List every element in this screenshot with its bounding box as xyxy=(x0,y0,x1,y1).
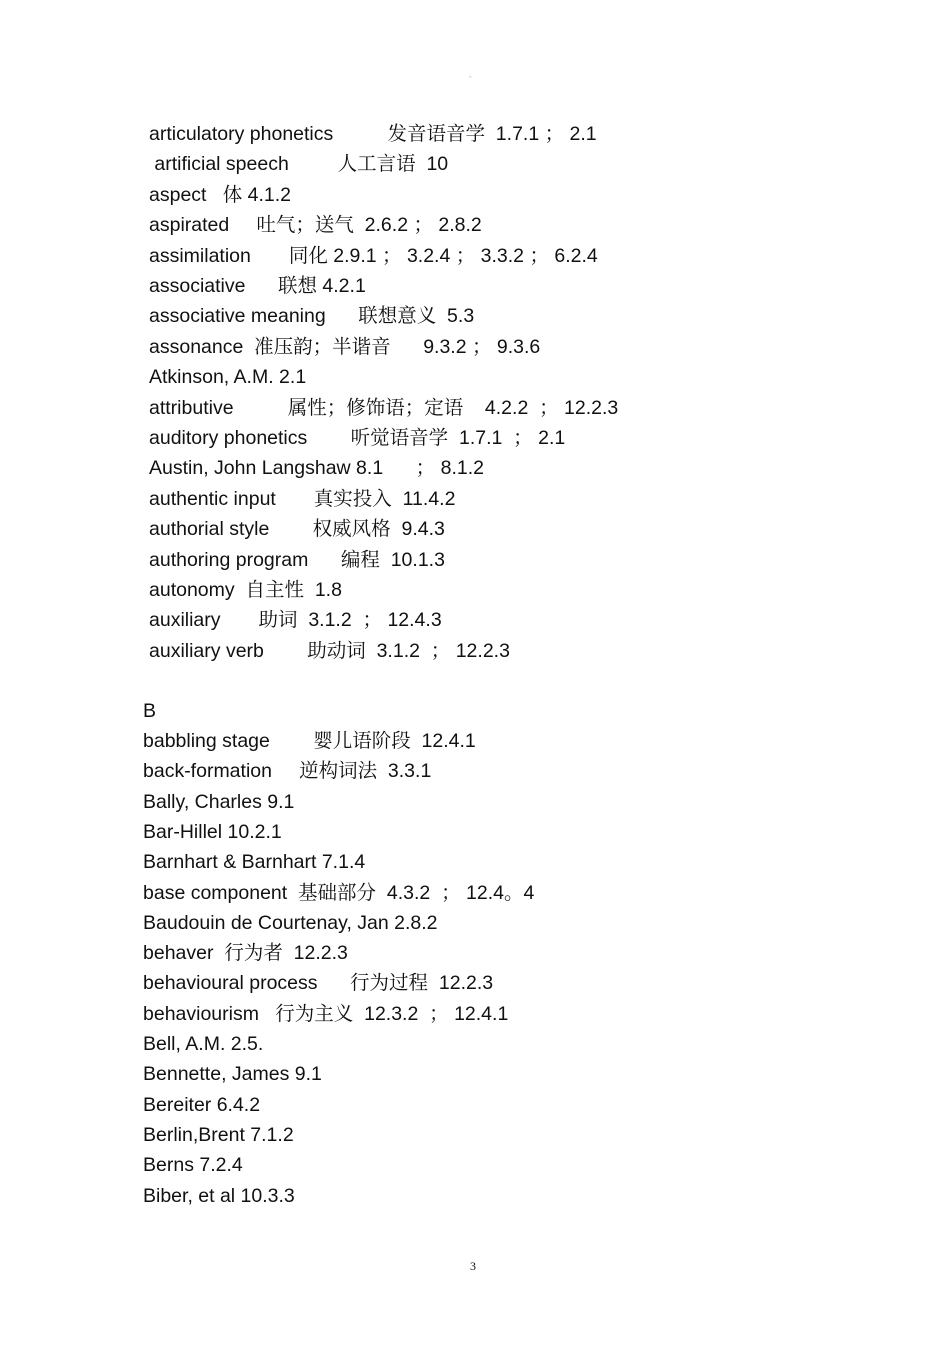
index-entry xyxy=(149,640,510,662)
index-entry xyxy=(143,942,348,964)
index-entry xyxy=(143,1033,263,1055)
entry-term: Austin, John Langshaw 8.1 xyxy=(149,457,384,480)
page-number: 3 xyxy=(470,1259,476,1273)
entry-term: Berns 7.2.4 xyxy=(143,1154,243,1177)
index-entry xyxy=(149,609,442,631)
entry-term: assimilation xyxy=(149,244,251,267)
index-entry xyxy=(149,123,597,145)
entry-spacing xyxy=(245,275,278,297)
index-entry xyxy=(149,457,484,479)
entry-spacing xyxy=(264,640,307,662)
entry-chinese-term: 编程 xyxy=(340,547,380,571)
entry-section-refs: 3.1.2 ； 12.4.3 xyxy=(297,609,442,632)
entry-section-refs: 9.4.3 xyxy=(390,518,445,541)
index-entry xyxy=(149,518,445,540)
entry-term: Atkinson, A.M. 2.1 xyxy=(149,366,307,389)
index-entry xyxy=(143,1124,294,1146)
entry-chinese-term: 真实投入 xyxy=(313,486,392,510)
entry-term: base component xyxy=(143,881,288,904)
entry-section-refs: 12.3.2 ； 12.4.1 xyxy=(353,1002,509,1025)
entry-term: Bar-Hillel 10.2.1 xyxy=(143,820,282,843)
entry-chinese-term: 体 xyxy=(222,182,243,206)
entry-spacing xyxy=(251,245,289,267)
entry-spacing xyxy=(206,184,222,206)
entry-chinese-term: 人工言语 xyxy=(337,152,416,176)
index-entry xyxy=(149,488,455,510)
entry-chinese-term: 行为者 xyxy=(224,941,283,965)
entry-chinese-term: 发音语音学 xyxy=(387,122,485,145)
entry-term: aspirated xyxy=(149,214,230,237)
entry-term: auxiliary xyxy=(149,609,221,632)
entry-term: Barnhart & Barnhart 7.1.4 xyxy=(143,851,366,874)
entry-chinese-term: 基础部分 xyxy=(298,880,377,904)
entry-term: behaver xyxy=(143,942,214,965)
entry-section-refs: 3.3.1 xyxy=(377,760,432,783)
entry-chinese-term: 属性；修饰语；定语 xyxy=(287,395,464,419)
index-entry xyxy=(149,427,565,449)
entry-chinese-term: 婴儿语阶段 xyxy=(313,729,411,752)
entry-section-refs: 4.2.2 ； 12.2.3 xyxy=(463,396,619,419)
index-entry xyxy=(149,214,482,236)
index-entry xyxy=(143,1154,243,1176)
index-entry xyxy=(143,821,282,843)
entry-chinese-term: 吐气；送气 xyxy=(256,213,354,237)
entry-chinese-term: 权威风格 xyxy=(312,517,391,541)
entry-chinese-term: 联想意义 xyxy=(358,304,437,328)
entry-term: Biber, et al 10.3.3 xyxy=(143,1184,295,1207)
entry-section-refs: ； 8.1.2 xyxy=(383,457,484,480)
entry-term: auxiliary verb xyxy=(149,639,264,662)
entry-section-refs: 9.3.2 ； 9.3.6 xyxy=(390,335,541,358)
entry-term: auditory phonetics xyxy=(149,427,308,449)
entry-section-refs: 12.2.3 xyxy=(282,942,348,965)
entry-section-refs: 12.2.3 xyxy=(428,972,494,995)
index-entry xyxy=(149,549,445,571)
entry-term: Bennette, James 9.1 xyxy=(143,1063,322,1086)
index-entry xyxy=(143,730,476,752)
entry-spacing xyxy=(235,579,246,601)
entry-spacing xyxy=(213,942,224,964)
index-entry xyxy=(143,851,365,873)
entry-term: authorial style xyxy=(149,518,270,541)
entry-section-refs: 4.2.1 xyxy=(317,275,366,297)
section-b-heading: B xyxy=(143,700,157,722)
entry-chinese-term: 准压韵；半谐音 xyxy=(254,334,391,358)
entry-term: articulatory phonetics xyxy=(149,123,334,145)
entry-term: Bally, Charles 9.1 xyxy=(143,790,295,813)
entry-spacing xyxy=(269,518,312,540)
entry-chinese-term: 助动词 xyxy=(307,638,366,662)
index-entry xyxy=(143,882,534,904)
entry-spacing xyxy=(229,214,256,236)
index-entry xyxy=(143,760,431,782)
page-header-mark: 。 xyxy=(469,72,476,79)
entry-term: behaviourism xyxy=(143,1002,259,1025)
entry-chinese-term: 逆构词法 xyxy=(299,759,378,783)
index-entry xyxy=(143,912,438,934)
index-entry xyxy=(149,245,598,267)
entry-spacing xyxy=(221,609,259,631)
entry-term: Bell, A.M. 2.5. xyxy=(143,1033,264,1055)
entry-section-refs: 10 xyxy=(415,153,449,176)
index-entry xyxy=(149,366,306,388)
index-entry xyxy=(143,1185,295,1207)
index-entry xyxy=(143,972,493,994)
entry-spacing xyxy=(243,336,254,358)
entry-chinese-term: 助词 xyxy=(258,608,298,632)
entry-term: attributive xyxy=(149,396,234,419)
entry-term: assonance xyxy=(149,335,244,358)
entry-term: aspect xyxy=(149,183,207,206)
index-entry xyxy=(149,579,342,601)
index-entry xyxy=(149,397,618,419)
entry-term: artificial speech xyxy=(149,153,289,176)
entry-chinese-term: 听觉语音学 xyxy=(350,426,449,449)
entry-term: associative xyxy=(149,275,246,297)
entry-term: behavioural process xyxy=(143,972,318,995)
entry-spacing xyxy=(234,397,288,419)
entry-section-refs: 5.3 xyxy=(436,305,475,328)
index-entry xyxy=(143,1003,508,1025)
entry-section-refs: 1.7.1 ； 2.1 xyxy=(448,427,566,449)
entry-spacing xyxy=(308,549,341,571)
entry-section-refs: 4.1.2 xyxy=(242,183,292,206)
entry-chinese-term: 同化 xyxy=(288,243,328,267)
entry-spacing xyxy=(307,427,350,449)
entry-spacing xyxy=(259,1003,275,1025)
entry-chinese-term: 行为主义 xyxy=(275,1001,354,1025)
entry-section-refs: 1.8 xyxy=(304,579,342,601)
entry-term: Berlin,Brent 7.1.2 xyxy=(143,1123,294,1146)
entry-chinese-term: 行为过程 xyxy=(350,971,429,995)
entry-chinese-term: 联想 xyxy=(277,274,317,297)
entry-section-refs: 3.1.2 ； 12.2.3 xyxy=(365,639,510,662)
entry-term: authentic input xyxy=(149,487,276,510)
entry-section-refs: 4.3.2 ； 12.4。4 xyxy=(376,881,535,904)
entry-spacing xyxy=(326,305,359,327)
entry-spacing xyxy=(272,760,299,782)
entry-term: back-formation xyxy=(143,760,272,783)
entry-spacing xyxy=(318,972,351,994)
entry-spacing xyxy=(270,730,313,752)
index-entry xyxy=(143,791,294,813)
index-entry xyxy=(143,1063,322,1085)
entry-section-refs: 12.4.1 xyxy=(410,730,476,752)
entry-section-refs: 11.4.2 xyxy=(391,487,456,510)
entry-term: Baudouin de Courtenay, Jan 2.8.2 xyxy=(143,911,438,934)
entry-section-refs: 1.7.1 ； 2.1 xyxy=(484,123,597,145)
entry-spacing xyxy=(289,153,338,175)
index-entry xyxy=(149,184,291,206)
index-entry xyxy=(143,1094,260,1116)
entry-chinese-term: 自主性 xyxy=(245,578,304,601)
entry-spacing xyxy=(287,882,298,904)
entry-section-refs: 2.9.1 ； 3.2.4 ； 3.3.2 ； 6.2.4 xyxy=(327,244,598,267)
entry-spacing xyxy=(333,123,387,145)
entry-spacing xyxy=(276,488,314,510)
index-entry xyxy=(149,336,540,358)
entry-term: Bereiter 6.4.2 xyxy=(143,1093,261,1116)
index-entry xyxy=(149,275,366,297)
index-entry xyxy=(149,305,474,327)
entry-term: associative meaning xyxy=(149,305,326,328)
entry-term: authoring program xyxy=(149,548,309,571)
entry-section-refs: 2.6.2 ； 2.8.2 xyxy=(353,214,482,237)
entry-section-refs: 10.1.3 xyxy=(379,548,445,571)
index-entry xyxy=(149,153,448,175)
entry-term: autonomy xyxy=(149,579,235,601)
entry-term: babbling stage xyxy=(143,730,270,752)
